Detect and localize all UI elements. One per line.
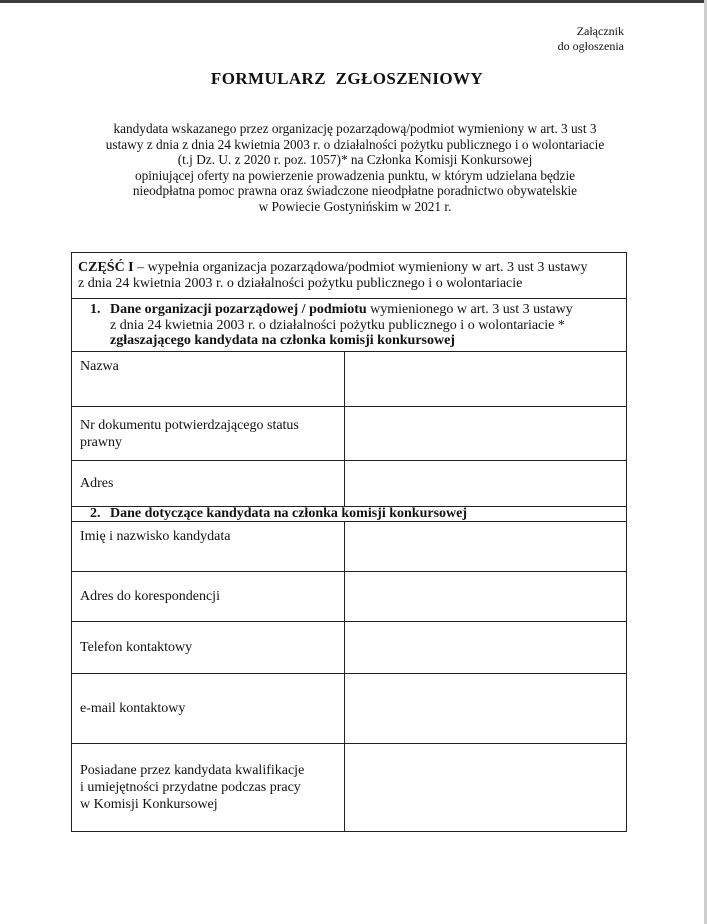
field-label-line: Nr dokumentu potwierdzającego status — [80, 417, 299, 433]
field-label-cell — [72, 461, 345, 506]
status-document-input-cell[interactable] — [345, 407, 626, 460]
annex-line-1: Załącznik — [576, 24, 624, 38]
field-row-qualifications — [72, 744, 626, 831]
top-border — [0, 0, 707, 3]
section-1-number: 1. — [90, 302, 101, 317]
field-label: Imię i nazwisko kandydata — [80, 529, 231, 544]
field-row-status-document — [72, 407, 626, 461]
candidate-name-input-cell[interactable] — [345, 522, 626, 571]
field-row-correspondence-address — [72, 572, 626, 622]
section-1-line-2: z dnia 24 kwietnia 2003 r. o działalności pożytku publicznego i o wolontariacie * — [110, 317, 565, 333]
field-label-cell — [72, 572, 345, 621]
form-title: FORMULARZ ZGŁOSZENIOWY — [210, 69, 484, 88]
part-1-header — [72, 253, 626, 299]
field-label-line: w Komisji Konkursowej — [80, 797, 218, 812]
field-row-candidate-name — [72, 522, 626, 572]
intro-line: opiniującej oferty na powierzenie prowadzenia punktu, w którym udzielana będzie — [134, 167, 576, 183]
section-2-header — [72, 507, 626, 522]
part-1-text-line-1: – wypełnia organizacja pozarządowa/podmiot wymieniony w art. 3 ust 3 ustawy — [133, 260, 588, 275]
section-1-line-3: zgłaszającego kandydata na członka komisji konkursowej — [110, 333, 455, 349]
field-row-name — [72, 352, 626, 407]
field-label-line: i umiejętności przydatne podczas pracy — [80, 780, 301, 795]
intro-paragraph — [60, 121, 650, 215]
field-label-cell — [72, 522, 345, 571]
intro-line: kandydata wskazanego przez organizację pozarządową/podmiot wymieniony w art. 3 ust 3 — [113, 121, 597, 136]
field-label-cell — [72, 407, 345, 460]
field-label: Nazwa — [80, 359, 119, 374]
field-label: e-mail kontaktowy — [80, 701, 186, 716]
field-label-cell — [72, 744, 345, 831]
field-label: Adres — [80, 476, 114, 491]
intro-line: w Powiecie Gostynińskim w 2021 r. — [258, 198, 452, 214]
address-input-cell[interactable] — [345, 461, 626, 506]
email-input-cell[interactable] — [345, 674, 626, 743]
field-label: Telefon kontaktowy — [80, 640, 193, 655]
part-1-label: CZĘŚĆ I — [78, 260, 134, 275]
field-label-cell — [72, 674, 345, 743]
field-label-cell — [72, 622, 345, 673]
section-2-number: 2. — [90, 506, 101, 521]
section-1-header — [72, 299, 626, 352]
annex-note — [558, 24, 624, 54]
correspondence-address-input-cell[interactable] — [345, 572, 626, 621]
intro-line: (t.j Dz. U. z 2020 r. poz. 1057)* na Członka Komisji Konkursowej — [177, 152, 533, 168]
section-1-title-rest: wymienionego w art. 3 ust 3 ustawy — [366, 302, 573, 317]
section-1-title-bold: Dane organizacji pozarządowej / podmiotu — [110, 302, 367, 317]
name-input-cell[interactable] — [345, 352, 626, 406]
section-2-title: Dane dotyczące kandydata na członka komisji konkursowej — [110, 506, 468, 521]
annex-line-2: do ogłoszenia — [557, 39, 624, 53]
field-row-phone — [72, 622, 626, 674]
intro-line: ustawy z dnia z dnia 24 kwietnia 2003 r. o działalności pożytku publicznego i o wolontariacie — [105, 136, 605, 152]
field-row-email — [72, 674, 626, 744]
phone-input-cell[interactable] — [345, 622, 626, 673]
field-label — [80, 762, 304, 813]
part-1-text-line-2: z dnia 24 kwietnia 2003 r. o działalności pożytku publicznego i o wolontariacie — [78, 275, 523, 291]
intro-line: nieodpłatna pomoc prawna oraz świadczone nieodpłatne poradnictwo obywatelskie — [132, 183, 578, 199]
field-label-cell — [72, 352, 345, 406]
application-form-table — [71, 252, 627, 832]
field-label-line: Posiadane przez kandydata kwalifikacje — [80, 763, 305, 778]
field-label-line: prawny — [80, 434, 122, 450]
qualifications-input-cell[interactable] — [345, 744, 626, 831]
field-row-address — [72, 461, 626, 507]
field-label: Adres do korespondencji — [80, 589, 220, 604]
field-label — [80, 417, 299, 451]
